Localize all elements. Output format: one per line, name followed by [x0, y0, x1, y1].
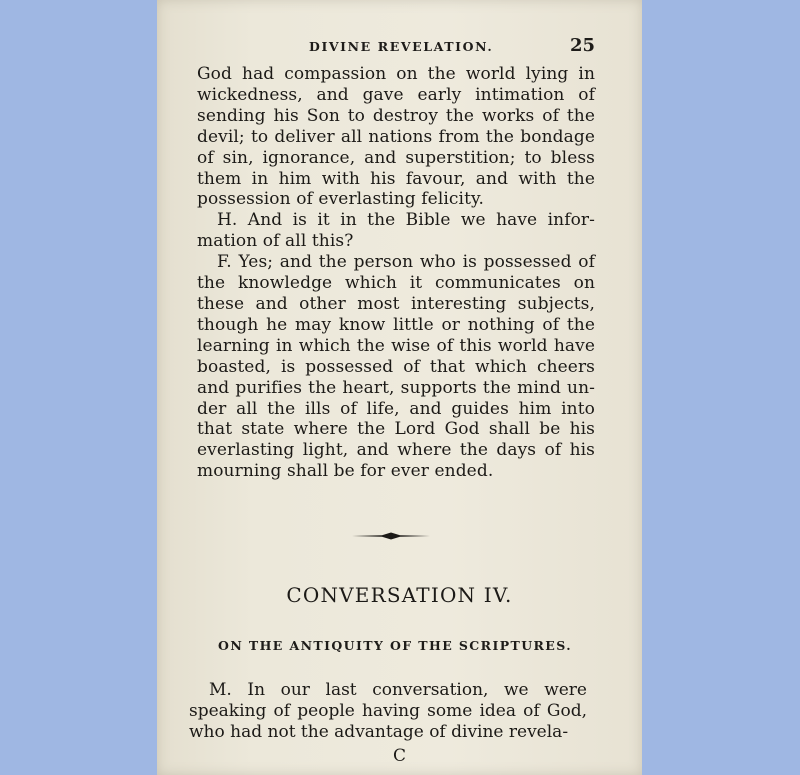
line: and purifies the heart, supports the mind un- — [197, 377, 595, 398]
line: der all the ills of life, and guides him into — [197, 398, 595, 419]
line: everlasting light, and where the days of his — [197, 440, 595, 461]
line: of the knowledge which it communicates on — [197, 252, 595, 294]
line: M. In our last conversation, we were — [209, 680, 587, 700]
line: H. And is it in the Bible we have infor- — [217, 210, 595, 231]
paragraph-2 — [197, 210, 595, 252]
line: sending his Son to destroy the works of the — [197, 105, 595, 126]
signature-mark: C — [392, 746, 406, 766]
conversation-body — [189, 680, 587, 743]
line: wickedness, and gave early intimation of — [197, 84, 595, 105]
line: who had not the advantage of divine revela- — [189, 722, 569, 742]
paragraph-4 — [189, 680, 587, 743]
conversation-subtitle: ON THE ANTIQUITY OF THE SCRIPTURES. — [218, 638, 572, 653]
line: of sin, ignorance, and superstition; to bless — [197, 147, 595, 168]
line: that state where the Lord God shall be his — [197, 419, 595, 440]
body-text — [197, 64, 595, 482]
line: speaking of people having some idea of God, — [189, 701, 587, 721]
line: God had compassion on the world lying in — [197, 64, 595, 84]
line: though he may know little or nothing of the — [197, 314, 595, 335]
line: boasted, is possessed of that which cheers — [197, 356, 595, 377]
ornamental-divider — [352, 532, 430, 540]
line: these and other most interesting subjects, — [197, 293, 595, 314]
line: possession of everlasting felicity. — [197, 189, 484, 210]
line: F. Yes; and the person who is possessed — [217, 252, 572, 273]
line: mourning shall be for ever ended. — [197, 461, 494, 482]
paragraph-3 — [197, 252, 595, 482]
paragraph-1 — [197, 64, 595, 210]
conversation-title: CONVERSATION IV. — [286, 583, 513, 607]
line: mation of all this? — [197, 231, 354, 252]
page-header — [197, 35, 595, 58]
book-page — [157, 0, 642, 775]
line: learning in which the wise of this world have — [197, 335, 595, 356]
line: devil; to deliver all nations from the bondage — [197, 126, 595, 147]
page-number: 25 — [569, 35, 595, 56]
line: them in him with his favour, and with the — [197, 168, 595, 189]
running-head: DIVINE REVELATION. — [309, 39, 494, 54]
